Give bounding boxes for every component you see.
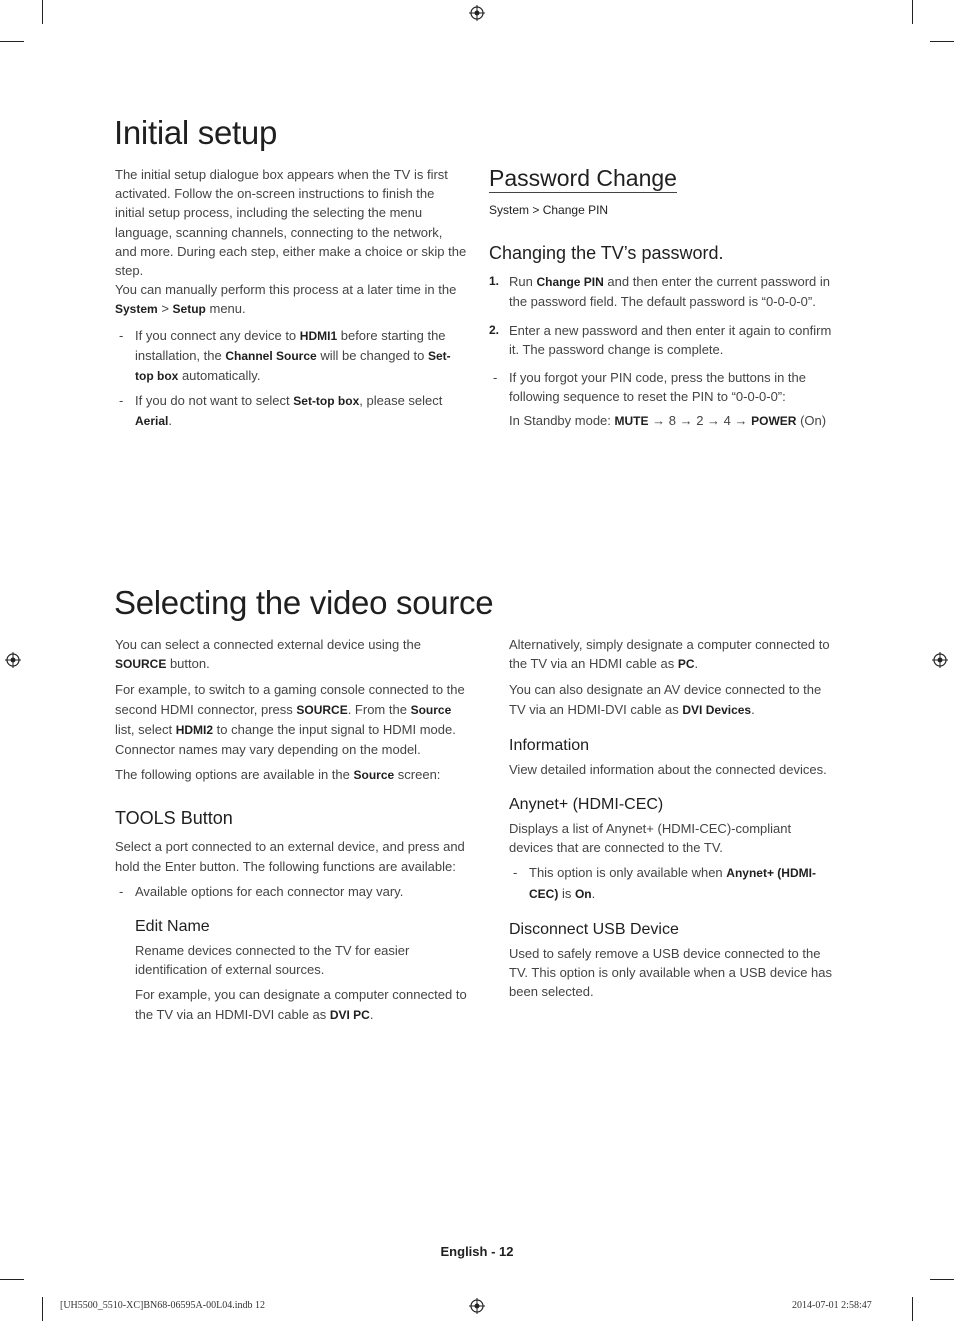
initial-setup-body <box>115 165 467 437</box>
edit-name-title: Edit Name <box>135 918 210 936</box>
password-change-subtitle: Changing the TV’s password. <box>489 243 724 264</box>
edit-name-p2: For example, you can designate a computer connected to the TV via an HDMI-DVI cable as DVI PC. <box>135 987 467 1022</box>
crop-mark <box>0 1279 24 1280</box>
password-reset-note: - If you forgot your PIN code, press the buttons in the following sequence to reset the PIN to “0-0-0-0”: <box>493 370 807 405</box>
password-step-2: 2. Enter a new password and then enter it again to confirm it. The password change is complete. <box>489 322 832 357</box>
anynet-text: Displays a list of Anynet+ (HDMI-CEC)-compliant devices that are connected to the TV. <box>509 821 792 856</box>
standby-sequence: In Standby mode: MUTE → 8 → 2 → 4 → POWER (On) <box>509 413 827 429</box>
tools-button-text: Select a port connected to an external device, and press and hold the Enter button. The following functions are available: <box>115 839 465 874</box>
video-source-p1: You can select a connected external device using the SOURCE button. <box>115 637 421 672</box>
password-step-1: 1. Run Change PIN and then enter the current password in the password field. The default password is “0-0-0-0”. <box>489 274 831 310</box>
registration-mark-icon <box>469 1298 485 1314</box>
registration-mark-icon <box>932 652 948 668</box>
video-source-title: Selecting the video source <box>114 584 494 621</box>
right-p2: You can also designate an AV device connected to the TV via an HDMI-DVI cable as DVI Devices. <box>509 682 822 717</box>
information-title: Information <box>509 736 590 754</box>
video-source-right <box>509 635 837 1007</box>
breadcrumb: System > Change PIN <box>489 203 609 217</box>
edit-name-p1: Rename devices connected to the TV for easier identification of external sources. <box>135 943 410 978</box>
password-change-title: Password Change <box>489 165 677 191</box>
initial-setup-note-hdmi: - If you connect any device to HDMI1 before starting the installation, the Channel Source will be changed to Set-top box automatically. <box>119 327 451 384</box>
crop-mark <box>930 1279 954 1280</box>
tools-button-note: - Available options for each connector may vary. <box>119 883 404 899</box>
crop-mark <box>912 0 913 24</box>
crop-mark <box>930 41 954 42</box>
video-source-p3: The following options are available in the Source screen: <box>115 767 441 783</box>
initial-setup-note-aerial: - If you do not want to select Set-top box, please select Aerial. <box>119 393 443 429</box>
crop-mark <box>42 0 43 24</box>
edit-name-block <box>115 917 467 1025</box>
usb-text: Used to safely remove a USB device connected to the TV. This option is only available when a USB device has been selected. <box>509 945 833 1000</box>
tools-button-title: TOOLS Button <box>115 808 233 829</box>
page-number: English - 12 <box>440 1244 514 1259</box>
initial-setup-title: Initial setup <box>114 114 278 151</box>
video-source-left <box>115 635 467 1031</box>
anynet-note: - This option is only available when Anynet+ (HDMI-CEC) is On. <box>513 865 816 901</box>
video-source-p2: For example, to switch to a gaming console connected to the second HDMI connector, press SOURCE. From the Source list, select HDMI2 to change the input signal to HDMI mode. Connector names may vary depending on the model. <box>115 682 465 758</box>
anynet-title: Anynet+ (HDMI-CEC) <box>509 796 664 814</box>
password-change-section <box>489 165 835 432</box>
crop-mark <box>0 41 24 42</box>
registration-mark-icon <box>5 652 21 668</box>
usb-title: Disconnect USB Device <box>509 920 679 938</box>
crop-mark <box>42 1297 43 1321</box>
initial-setup-manual: You can manually perform this process at a later time in the System > Setup menu. <box>115 282 457 317</box>
right-p1: Alternatively, simply designate a computer connected to the TV via an HDMI cable as PC. <box>509 637 830 672</box>
information-text: View detailed information about the connected devices. <box>509 761 827 777</box>
registration-mark-icon <box>469 5 485 21</box>
print-info-left: [UH5500_5510-XC]BN68-06595A-00L04.indb 12 <box>60 1300 265 1311</box>
initial-setup-intro: The initial setup dialogue box appears when the TV is first activated. Follow the on-screen instructions to finish the initial setup process, including the selecting the menu language, scanning channels, connecting to the network, and more. During each step, either make a choice or skip the step. <box>115 167 467 279</box>
print-info-right: 2014-07-01 2:58:47 <box>792 1300 872 1311</box>
crop-mark <box>912 1297 913 1321</box>
